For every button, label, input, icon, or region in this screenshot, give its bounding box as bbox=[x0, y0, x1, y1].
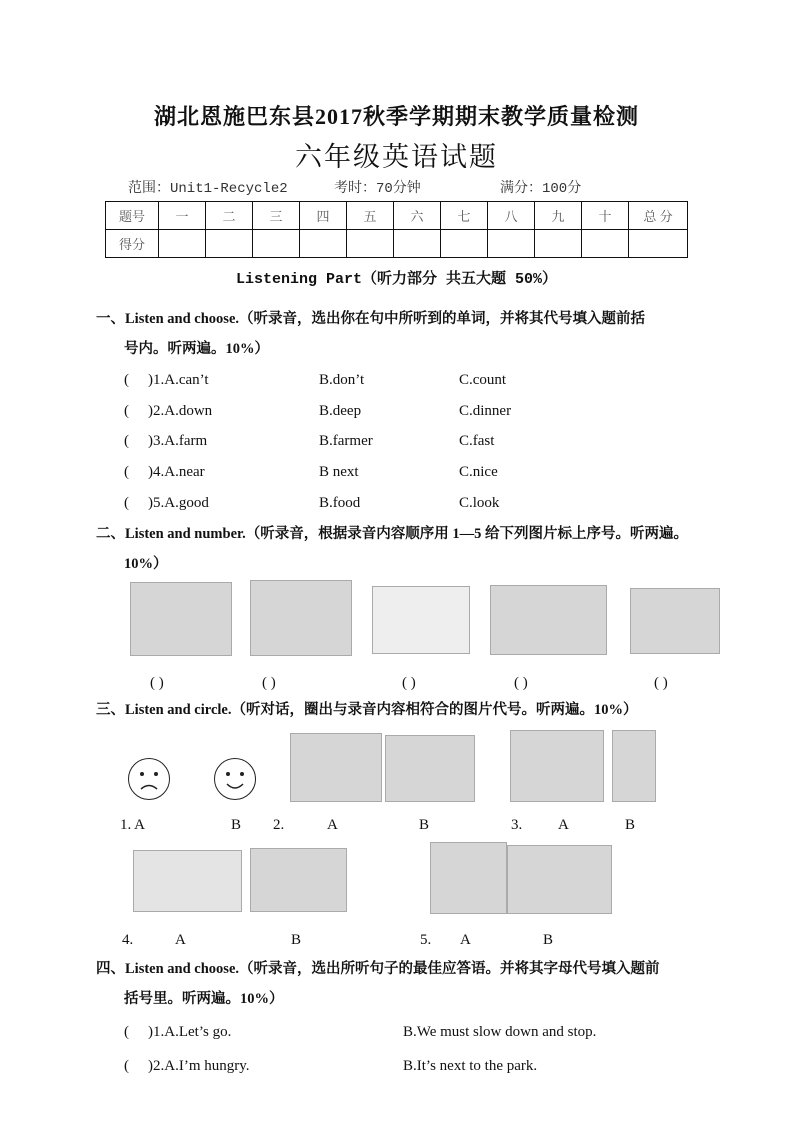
number-blank[interactable]: ( ) bbox=[150, 675, 164, 691]
listening-part-heading: Listening Part（听力部分 共五大题 50%） bbox=[235, 271, 558, 288]
picture-postman-bike bbox=[630, 588, 720, 654]
picture-post-office bbox=[130, 582, 232, 656]
number-blank[interactable]: ( ) bbox=[654, 675, 668, 691]
choice-label[interactable]: B bbox=[291, 932, 302, 948]
exam-title: 湖北恩施巴东县2017秋季学期期末教学质量检测 bbox=[153, 104, 639, 129]
option-a: )1.A.Let’s go. bbox=[148, 1024, 232, 1040]
exam-scope: 范围：Unit1-Recycle2 bbox=[128, 181, 288, 197]
section2-heading-cont: 10%） bbox=[124, 556, 168, 572]
choice-label[interactable]: B bbox=[625, 817, 636, 833]
header-cell: 二 bbox=[206, 202, 253, 230]
picture-crossing-road bbox=[490, 585, 607, 655]
header-cell: 四 bbox=[300, 202, 347, 230]
score-table bbox=[105, 201, 688, 258]
choice-label[interactable]: A bbox=[558, 817, 569, 833]
option-c: C.fast bbox=[459, 433, 495, 449]
score-cell[interactable] bbox=[441, 230, 488, 258]
sad-face-icon bbox=[128, 758, 170, 800]
choice-label[interactable]: A bbox=[460, 932, 471, 948]
picture-2b bbox=[385, 735, 475, 802]
answer-bracket[interactable]: ( bbox=[124, 1058, 129, 1074]
answer-bracket[interactable]: ( bbox=[124, 403, 129, 419]
header-cell: 八 bbox=[488, 202, 535, 230]
row-label: 得分 bbox=[106, 230, 159, 258]
option-a: )2.A.I’m hungry. bbox=[148, 1058, 250, 1074]
choice-label[interactable]: B bbox=[419, 817, 430, 833]
header-cell: 一 bbox=[159, 202, 206, 230]
option-a: )3.A.farm bbox=[148, 433, 208, 449]
picture-4b bbox=[250, 848, 347, 912]
score-cell[interactable] bbox=[300, 230, 347, 258]
option-c: C.dinner bbox=[459, 403, 512, 419]
choice-label[interactable]: B bbox=[231, 817, 242, 833]
answer-bracket[interactable]: ( bbox=[124, 495, 129, 511]
answer-bracket[interactable]: ( bbox=[124, 1024, 129, 1040]
picture-2a bbox=[290, 733, 382, 802]
score-table-score-row bbox=[106, 230, 688, 258]
score-cell[interactable] bbox=[629, 230, 688, 258]
score-cell[interactable] bbox=[582, 230, 629, 258]
option-b: B.food bbox=[319, 495, 361, 511]
picture-hospital bbox=[250, 580, 352, 656]
option-a: )4.A.near bbox=[148, 464, 205, 480]
option-b: B.We must slow down and stop. bbox=[403, 1024, 597, 1040]
header-cell: 题号 bbox=[106, 202, 159, 230]
option-b: B.farmer bbox=[319, 433, 373, 449]
answer-bracket[interactable]: ( bbox=[124, 372, 129, 388]
section2-heading: 二、Listen and number.（听录音，根据录音内容顺序用 1—5 给下列图片标上序号。听两遍。 bbox=[96, 526, 688, 542]
option-c: C.nice bbox=[459, 464, 498, 480]
score-cell[interactable] bbox=[206, 230, 253, 258]
section4-heading: 四、Listen and choose.（听录音，选出所听句子的最佳应答语。并将其字母代号填入题前 bbox=[96, 961, 660, 977]
section1-heading-cont: 号内。听两遍。10%） bbox=[124, 341, 269, 357]
answer-bracket[interactable]: ( bbox=[124, 464, 129, 480]
exam-full-score: 满分：100分 bbox=[500, 181, 582, 197]
option-c: C.look bbox=[459, 495, 500, 511]
number-blank[interactable]: ( ) bbox=[402, 675, 416, 691]
choice-label[interactable]: 1. A bbox=[120, 817, 146, 833]
option-a: )5.A.good bbox=[148, 495, 209, 511]
section1-heading: 一、Listen and choose.（听录音，选出你在句中所听到的单词，并将其代号填入题前括 bbox=[96, 311, 646, 327]
number-blank[interactable]: ( ) bbox=[514, 675, 528, 691]
exam-subtitle: 六年级英语试题 bbox=[295, 142, 498, 172]
question-number: 5. bbox=[420, 932, 432, 948]
header-cell: 五 bbox=[347, 202, 394, 230]
header-cell: 九 bbox=[535, 202, 582, 230]
happy-face-icon bbox=[214, 758, 256, 800]
picture-5a bbox=[430, 842, 507, 914]
section3-heading: 三、Listen and circle.（听对话，圈出与录音内容相符合的图片代号。听两遍。10%） bbox=[96, 702, 638, 718]
section4-heading-cont: 括号里。听两遍。10%） bbox=[124, 991, 284, 1007]
exam-time: 考时：70分钟 bbox=[334, 181, 421, 197]
header-cell: 三 bbox=[253, 202, 300, 230]
option-a: )2.A.down bbox=[148, 403, 213, 419]
score-cell[interactable] bbox=[253, 230, 300, 258]
score-cell[interactable] bbox=[488, 230, 535, 258]
question-number: 4. bbox=[122, 932, 134, 948]
header-cell: 六 bbox=[394, 202, 441, 230]
header-cell: 七 bbox=[441, 202, 488, 230]
number-blank[interactable]: ( ) bbox=[262, 675, 276, 691]
score-cell[interactable] bbox=[535, 230, 582, 258]
option-a: )1.A.can’t bbox=[148, 372, 209, 388]
answer-bracket[interactable]: ( bbox=[124, 433, 129, 449]
choice-label[interactable]: A bbox=[175, 932, 186, 948]
choice-label[interactable]: B bbox=[543, 932, 554, 948]
question-number: 2. bbox=[273, 817, 285, 833]
score-cell[interactable] bbox=[159, 230, 206, 258]
picture-postcard bbox=[372, 586, 470, 654]
picture-5b bbox=[507, 845, 612, 914]
question-number: 3. bbox=[511, 817, 523, 833]
picture-businessman bbox=[612, 730, 656, 802]
score-cell[interactable] bbox=[394, 230, 441, 258]
header-cell: 十 bbox=[582, 202, 629, 230]
option-c: C.count bbox=[459, 372, 507, 388]
option-b: B.don’t bbox=[319, 372, 365, 388]
option-b: B next bbox=[319, 464, 359, 480]
picture-4a bbox=[133, 850, 242, 912]
option-b: B.deep bbox=[319, 403, 362, 419]
header-cell: 总 分 bbox=[629, 202, 688, 230]
option-b: B.It’s next to the park. bbox=[403, 1058, 538, 1074]
score-cell[interactable] bbox=[347, 230, 394, 258]
choice-label[interactable]: A bbox=[327, 817, 338, 833]
score-table-header-row bbox=[106, 202, 688, 230]
picture-pilot-plane bbox=[510, 730, 604, 802]
